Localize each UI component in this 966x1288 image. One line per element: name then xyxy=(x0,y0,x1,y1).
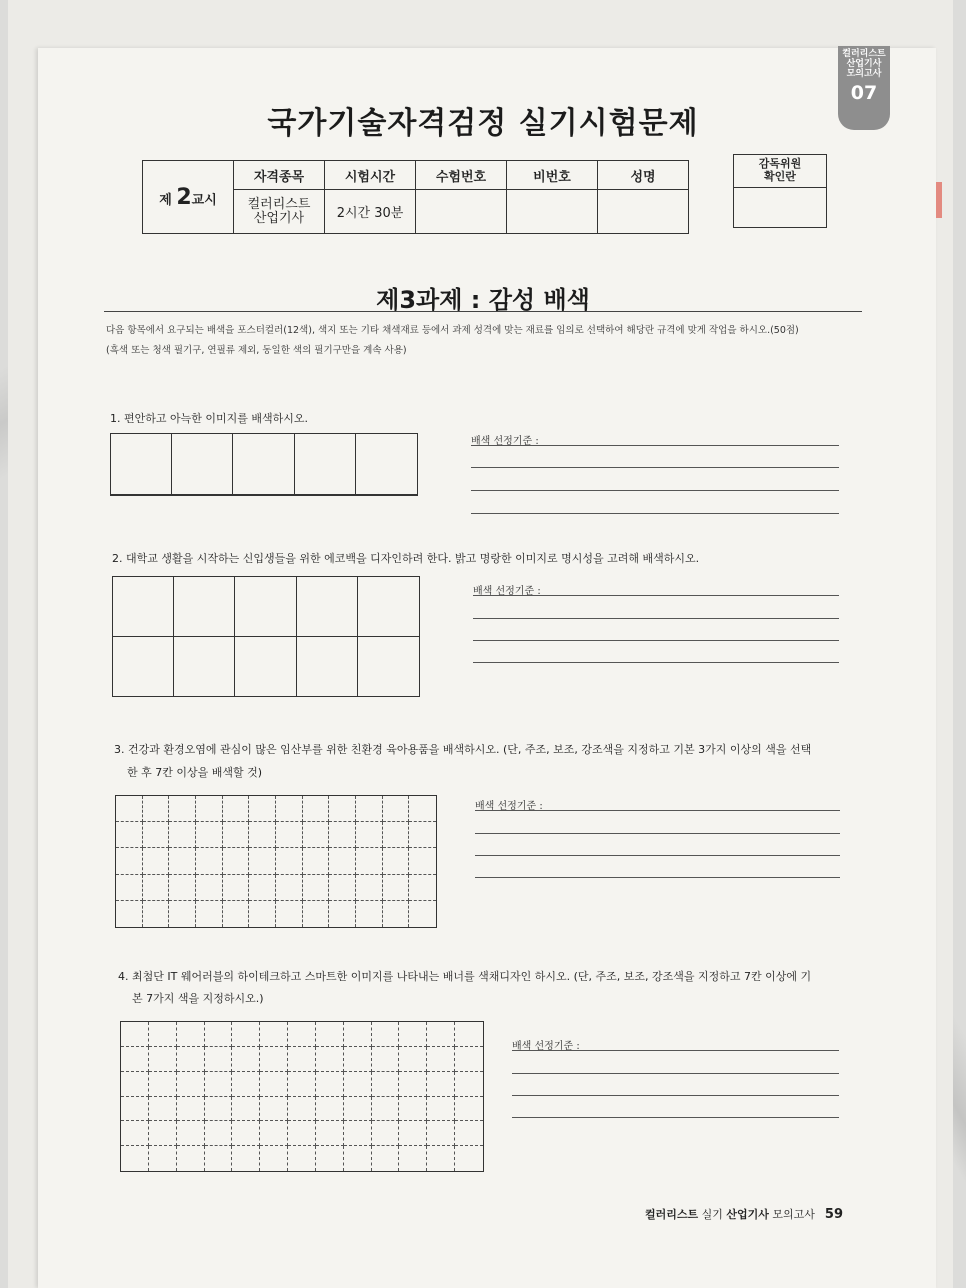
grid-cell[interactable] xyxy=(276,901,303,927)
grid-cell[interactable] xyxy=(427,1072,455,1097)
grid-cell[interactable] xyxy=(143,875,170,901)
grid-cell[interactable] xyxy=(409,901,436,927)
grid-cell[interactable] xyxy=(409,848,436,874)
grid-cell[interactable] xyxy=(169,822,196,848)
grid-cell[interactable] xyxy=(427,1146,455,1171)
grid-cell[interactable] xyxy=(329,796,356,822)
grid-cell[interactable] xyxy=(455,1097,483,1122)
grid-cell[interactable] xyxy=(205,1022,233,1047)
grid-cell[interactable] xyxy=(383,875,410,901)
footer-tail: 모의고사 xyxy=(768,1208,815,1221)
grid-cell[interactable] xyxy=(232,1121,260,1146)
grid-cell[interactable] xyxy=(169,796,196,822)
question-4-grid[interactable] xyxy=(120,1021,484,1172)
period-cell xyxy=(143,161,234,234)
grid-cell[interactable] xyxy=(205,1097,233,1122)
header-name: 성명 xyxy=(598,161,689,190)
grid-cell[interactable] xyxy=(174,577,235,637)
grid-cell[interactable] xyxy=(121,1047,149,1072)
question-3-grid[interactable] xyxy=(115,795,437,928)
grid-cell[interactable] xyxy=(356,875,383,901)
value-exam-time: 2시간 30분 xyxy=(325,190,416,234)
grid-cell[interactable] xyxy=(356,796,383,822)
grid-cell[interactable] xyxy=(143,901,170,927)
answer-line[interactable] xyxy=(512,1050,839,1051)
grid-cell[interactable] xyxy=(177,1047,205,1072)
grid-cell[interactable] xyxy=(288,1022,316,1047)
answer-line[interactable] xyxy=(475,855,840,856)
grid-cell[interactable] xyxy=(232,1146,260,1171)
grid-cell[interactable] xyxy=(113,577,174,637)
grid-cell[interactable] xyxy=(288,1121,316,1146)
question-4-text-cont: 본 7가지 색을 지정하시오.) xyxy=(132,992,264,1005)
footer-mid: 실기 xyxy=(698,1208,727,1221)
grid-cell[interactable] xyxy=(344,1097,372,1122)
grid-cell[interactable] xyxy=(288,1146,316,1171)
grid-cell[interactable] xyxy=(409,822,436,848)
grid-cell[interactable] xyxy=(116,901,143,927)
grid-cell[interactable] xyxy=(372,1121,400,1146)
grid-cell[interactable] xyxy=(223,822,250,848)
grid-cell[interactable] xyxy=(409,875,436,901)
question-2-grid[interactable] xyxy=(112,576,420,697)
grid-cell[interactable] xyxy=(372,1047,400,1072)
grid-cell[interactable] xyxy=(235,577,296,637)
grid-cell[interactable] xyxy=(177,1022,205,1047)
grid-cell[interactable] xyxy=(276,822,303,848)
grid-cell[interactable] xyxy=(344,1146,372,1171)
answer-line[interactable] xyxy=(473,662,839,663)
grid-cell[interactable] xyxy=(358,637,419,697)
grid-cell[interactable] xyxy=(344,1022,372,1047)
grid-cell[interactable] xyxy=(316,1072,344,1097)
grid-cell[interactable] xyxy=(427,1047,455,1072)
grid-cell[interactable] xyxy=(372,1022,400,1047)
value-name[interactable] xyxy=(598,190,689,234)
grid-cell[interactable] xyxy=(303,901,330,927)
grid-cell[interactable] xyxy=(288,1097,316,1122)
grid-cell[interactable] xyxy=(249,875,276,901)
grid-cell[interactable] xyxy=(143,822,170,848)
value-qualification: 컬러리스트 산업기사 xyxy=(234,190,325,234)
grid-cell[interactable] xyxy=(235,637,296,697)
grid-cell[interactable] xyxy=(149,1146,177,1171)
question-2-criteria-label: 배색 선정기준 : xyxy=(473,586,541,597)
grid-cell[interactable] xyxy=(372,1072,400,1097)
footer-cert: 산업기사 xyxy=(726,1208,769,1221)
grid-cell[interactable] xyxy=(427,1097,455,1122)
grid-cell[interactable] xyxy=(455,1121,483,1146)
grid-cell[interactable] xyxy=(372,1097,400,1122)
grid-cell[interactable] xyxy=(121,1097,149,1122)
grid-cell[interactable] xyxy=(177,1072,205,1097)
period-prefix: 제 xyxy=(159,192,172,208)
grid-cell[interactable] xyxy=(356,848,383,874)
instruction-line-2: (흑색 또는 청색 필기구, 연필류 제외, 동일한 색의 필기구만을 계속 사용) xyxy=(106,345,407,356)
grid-cell[interactable] xyxy=(260,1047,288,1072)
grid-cell[interactable] xyxy=(249,901,276,927)
grid-cell[interactable] xyxy=(455,1072,483,1097)
grid-cell[interactable] xyxy=(177,1097,205,1122)
grid-cell[interactable] xyxy=(344,1121,372,1146)
header-exam-number: 수험번호 xyxy=(416,161,507,190)
grid-cell[interactable] xyxy=(149,1121,177,1146)
answer-line[interactable] xyxy=(475,877,840,878)
grid-cell[interactable] xyxy=(121,1022,149,1047)
grid-cell[interactable] xyxy=(196,822,223,848)
grid-cell[interactable] xyxy=(174,637,235,697)
grid-cell[interactable] xyxy=(121,1146,149,1171)
grid-cell[interactable] xyxy=(205,1146,233,1171)
grid-cell[interactable] xyxy=(297,637,358,697)
grid-cell[interactable] xyxy=(205,1072,233,1097)
grid-cell[interactable] xyxy=(260,1072,288,1097)
grid-cell[interactable] xyxy=(383,822,410,848)
grid-cell[interactable] xyxy=(297,577,358,637)
grid-cell[interactable] xyxy=(172,434,233,495)
grid-cell[interactable] xyxy=(358,577,419,637)
question-4-text: 4. 최첨단 IT 웨어러블의 하이테크하고 스마트한 이미지를 나타내는 배너를 색채디자인 하시오. (단, 주조, 보조, 강조색을 지정하고 7칸 이상에 기 xyxy=(118,970,812,983)
grid-cell[interactable] xyxy=(399,1097,427,1122)
grid-cell[interactable] xyxy=(329,848,356,874)
grid-cell[interactable] xyxy=(356,822,383,848)
grid-cell[interactable] xyxy=(399,1072,427,1097)
grid-cell[interactable] xyxy=(116,796,143,822)
page-number: 59 xyxy=(824,1207,844,1222)
period-number: 2 xyxy=(176,184,192,210)
grid-cell[interactable] xyxy=(316,1121,344,1146)
grid-cell[interactable] xyxy=(372,1146,400,1171)
grid-cell[interactable] xyxy=(383,901,410,927)
grid-cell[interactable] xyxy=(205,1047,233,1072)
tab-number: 07 xyxy=(850,82,878,104)
grid-cell[interactable] xyxy=(316,1047,344,1072)
answer-line[interactable] xyxy=(475,810,840,811)
grid-cell[interactable] xyxy=(223,875,250,901)
header-exam-time: 시험시간 xyxy=(325,161,416,190)
value-secret-number[interactable] xyxy=(507,190,598,234)
grid-cell[interactable] xyxy=(356,434,417,495)
grid-cell[interactable] xyxy=(303,822,330,848)
grid-cell[interactable] xyxy=(329,875,356,901)
answer-line[interactable] xyxy=(473,595,839,596)
grid-cell[interactable] xyxy=(169,875,196,901)
answer-line[interactable] xyxy=(512,1073,839,1074)
grid-cell[interactable] xyxy=(455,1047,483,1072)
grid-cell[interactable] xyxy=(111,434,172,495)
exam-title: 국가기술자격검정 실기시험문제 xyxy=(267,106,699,141)
period-suffix: 교시 xyxy=(191,192,217,208)
grid-cell[interactable] xyxy=(329,901,356,927)
grid-cell[interactable] xyxy=(288,1072,316,1097)
question-3-text-cont: 한 후 7칸 이상을 배색할 것) xyxy=(127,766,263,779)
grid-cell[interactable] xyxy=(399,1146,427,1171)
grid-cell[interactable] xyxy=(233,434,294,495)
grid-cell[interactable] xyxy=(276,796,303,822)
exam-info-table xyxy=(142,160,689,234)
grid-cell[interactable] xyxy=(149,1097,177,1122)
question-1-grid[interactable] xyxy=(110,433,418,496)
grid-cell[interactable] xyxy=(383,848,410,874)
grid-cell[interactable] xyxy=(169,848,196,874)
question-1-text: 1. 편안하고 아늑한 이미지를 배색하시오. xyxy=(110,412,308,425)
answer-line[interactable] xyxy=(512,1117,839,1118)
grid-cell[interactable] xyxy=(232,1047,260,1072)
grid-cell[interactable] xyxy=(177,1121,205,1146)
grid-cell[interactable] xyxy=(455,1022,483,1047)
grid-cell[interactable] xyxy=(223,796,250,822)
answer-line[interactable] xyxy=(471,467,839,468)
tab-line-2: 산업기사 xyxy=(846,59,882,69)
grid-cell[interactable] xyxy=(196,875,223,901)
grid-cell[interactable] xyxy=(232,1072,260,1097)
grid-cell[interactable] xyxy=(196,796,223,822)
page-footer xyxy=(645,1206,843,1222)
tab-line-3: 모의고사 xyxy=(846,69,882,79)
grid-cell[interactable] xyxy=(149,1022,177,1047)
header-qualification: 자격종목 xyxy=(234,161,325,190)
grid-cell[interactable] xyxy=(116,875,143,901)
answer-line[interactable] xyxy=(475,833,840,834)
grid-cell[interactable] xyxy=(149,1072,177,1097)
footer-brand: 컬러리스트 xyxy=(645,1208,699,1221)
value-exam-number[interactable] xyxy=(416,190,507,234)
grid-cell[interactable] xyxy=(329,822,356,848)
grid-cell[interactable] xyxy=(116,848,143,874)
grid-cell[interactable] xyxy=(232,1022,260,1047)
grid-cell[interactable] xyxy=(249,796,276,822)
grid-cell[interactable] xyxy=(121,1121,149,1146)
grid-cell[interactable] xyxy=(288,1047,316,1072)
question-3-text: 3. 건강과 환경오염에 관심이 많은 임산부를 위한 친환경 육아용품을 배색하시오. (단, 주조, 보조, 강조색을 지정하고 기본 3가지 이상의 색을 선택 xyxy=(114,743,812,756)
grid-cell[interactable] xyxy=(177,1146,205,1171)
grid-cell[interactable] xyxy=(399,1121,427,1146)
question-2-text: 2. 대학교 생활을 시작하는 신입생들을 위한 에코백을 디자인하려 한다. 밝고 명랑한 이미지로 명시성을 고려해 배색하시오. xyxy=(112,552,700,565)
grid-cell[interactable] xyxy=(143,848,170,874)
grid-cell[interactable] xyxy=(223,848,250,874)
task-subtitle: 제3과제 : 감성 배색 xyxy=(376,286,590,314)
question-1-criteria-label: 배색 선정기준 : xyxy=(471,436,539,447)
grid-cell[interactable] xyxy=(316,1146,344,1171)
grid-cell[interactable] xyxy=(316,1022,344,1047)
grid-cell[interactable] xyxy=(427,1121,455,1146)
instruction-line-1: 다음 항목에서 요구되는 배색을 포스터컬러(12색), 색지 또는 기타 채색재료 등에서 과제 성격에 맞는 재료를 임의로 선택하여 해당란 규격에 맞게 작업을 하시오.(50점) xyxy=(106,325,799,336)
grid-cell[interactable] xyxy=(169,901,196,927)
answer-line[interactable] xyxy=(512,1095,839,1096)
grid-cell[interactable] xyxy=(260,1022,288,1047)
grid-cell[interactable] xyxy=(383,796,410,822)
page-marker-tab xyxy=(936,182,942,218)
grid-cell[interactable] xyxy=(116,822,143,848)
header-secret-number: 비번호 xyxy=(507,161,598,190)
question-3-criteria-label: 배색 선정기준 : xyxy=(475,801,543,812)
supervisor-label: 감독위원 확인란 xyxy=(734,155,826,188)
grid-cell[interactable] xyxy=(149,1047,177,1072)
grid-cell[interactable] xyxy=(295,434,356,495)
subtitle-rule xyxy=(104,311,862,312)
grid-cell[interactable] xyxy=(344,1072,372,1097)
question-4-criteria-label: 배색 선정기준 : xyxy=(512,1041,580,1052)
grid-cell[interactable] xyxy=(303,848,330,874)
grid-cell[interactable] xyxy=(276,848,303,874)
grid-cell[interactable] xyxy=(143,796,170,822)
grid-cell[interactable] xyxy=(249,848,276,874)
grid-cell[interactable] xyxy=(260,1146,288,1171)
grid-cell[interactable] xyxy=(344,1047,372,1072)
answer-line[interactable] xyxy=(473,640,839,641)
grid-cell[interactable] xyxy=(232,1097,260,1122)
grid-cell[interactable] xyxy=(121,1072,149,1097)
grid-cell[interactable] xyxy=(427,1022,455,1047)
grid-cell[interactable] xyxy=(260,1121,288,1146)
grid-cell[interactable] xyxy=(223,901,250,927)
answer-line[interactable] xyxy=(471,513,839,514)
grid-cell[interactable] xyxy=(205,1121,233,1146)
grid-cell[interactable] xyxy=(399,1022,427,1047)
grid-cell[interactable] xyxy=(356,901,383,927)
tab-line-1: 컬러리스트 xyxy=(842,49,886,59)
grid-cell[interactable] xyxy=(196,901,223,927)
grid-cell[interactable] xyxy=(276,875,303,901)
answer-line[interactable] xyxy=(471,445,839,446)
grid-cell[interactable] xyxy=(409,796,436,822)
supervisor-box xyxy=(733,154,827,228)
grid-cell[interactable] xyxy=(303,875,330,901)
grid-cell[interactable] xyxy=(260,1097,288,1122)
grid-cell[interactable] xyxy=(303,796,330,822)
grid-cell[interactable] xyxy=(249,822,276,848)
grid-cell[interactable] xyxy=(455,1146,483,1171)
answer-line[interactable] xyxy=(473,618,839,619)
grid-cell[interactable] xyxy=(113,637,174,697)
grid-cell[interactable] xyxy=(316,1097,344,1122)
answer-line[interactable] xyxy=(471,490,839,491)
grid-cell[interactable] xyxy=(399,1047,427,1072)
grid-cell[interactable] xyxy=(196,848,223,874)
